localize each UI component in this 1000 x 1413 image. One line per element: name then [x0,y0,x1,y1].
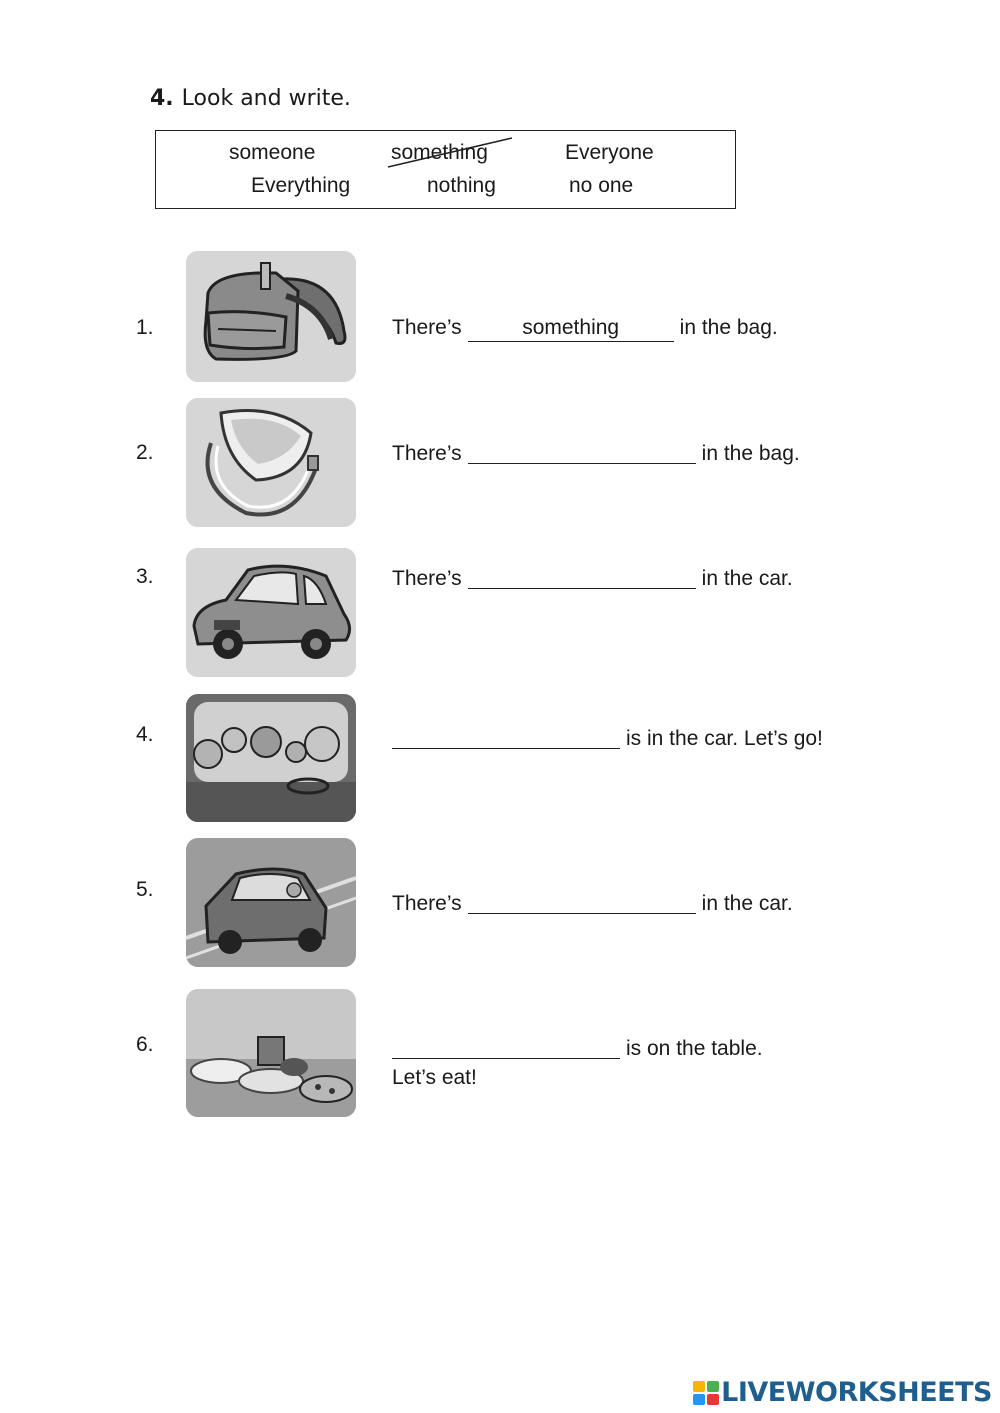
answer-blank[interactable] [392,1036,620,1059]
empty-car-image [186,548,356,677]
logo-square [693,1381,705,1392]
answer-blank-filled: something [468,316,674,342]
question-number: 1. [136,316,154,339]
sentence-start: There’s [392,316,462,339]
sentence-end: is in the car. Let’s go! [626,727,823,750]
question-6-followup: Let’s eat! [392,1066,477,1089]
exercise-heading [150,86,351,111]
sentence-end: in the car. [701,567,793,590]
answer-blank[interactable] [468,441,696,464]
question-2-sentence [392,437,800,466]
food-on-table-image [186,989,356,1117]
question-number: 2. [136,441,154,464]
answer-blank[interactable] [468,566,696,589]
sentence-start: There’s [392,442,462,465]
question-number: 6. [136,1033,154,1056]
question-number: 5. [136,878,154,901]
question-1-sentence [392,316,778,342]
word-bank-someone: someone [229,141,316,164]
sentence-end: in the bag. [679,316,778,339]
sentence-start: There’s [392,567,462,590]
empty-bag-image [186,398,356,527]
logo-square [693,1394,705,1405]
exercise-instruction: Look and write. [181,86,351,111]
logo-square [707,1394,719,1405]
sentence-end: is on the table. [626,1037,763,1060]
answer-blank[interactable] [468,891,696,914]
question-6-sentence [392,1032,763,1061]
car-with-driver-image [186,838,356,967]
full-bag-image [186,251,356,382]
logo-icon [693,1381,719,1405]
sentence-end: in the bag. [701,442,800,465]
answer-blank[interactable] [392,726,620,749]
question-3-sentence [392,562,793,591]
sentence-start: There’s [392,892,462,915]
liveworksheets-logo [693,1377,992,1408]
question-number: 3. [136,565,154,588]
question-5-sentence [392,887,793,916]
family-in-car-image [186,694,356,822]
question-number: 4. [136,723,154,746]
logo-text: LIVEWORKSHEETS [721,1377,992,1408]
word-bank-no-one: no one [569,174,634,197]
question-4-sentence [392,722,823,751]
word-bank-everything: Everything [251,174,351,197]
exercise-number: 4. [150,86,174,111]
strikethrough-mark [386,136,516,170]
word-bank-nothing: nothing [427,174,496,197]
logo-square [707,1381,719,1392]
word-bank-everyone: Everyone [565,141,654,164]
word-bank-something: something [391,141,488,164]
sentence-end: in the car. [701,892,793,915]
